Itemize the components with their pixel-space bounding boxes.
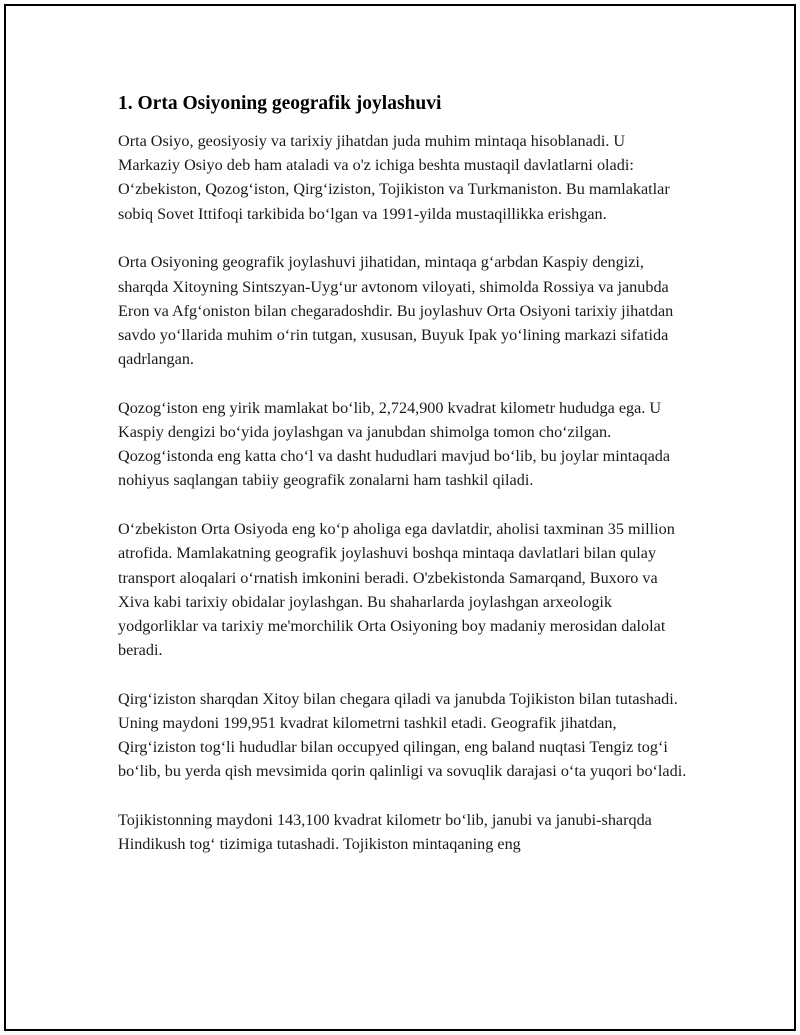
paragraph-kyrgyzstan: Qirg‘iziston sharqdan Xitoy bilan chegara qiladi va janubda Tojikiston bilan tutashadi. Uning maydoni 199,951 kvadrat kilometrni tashkil etadi. Geografik jihatdan, Qirg‘iziston tog‘li hududlar bilan occupyed qilingan, eng baland nuqtasi Tengiz tog‘i bo‘lib, bu yerda qish mevsimida qorin qalinligi va sovuqlik darajasi o‘ta yuqori bo‘ladi. (118, 689, 687, 781)
document-body (118, 92, 688, 881)
section-heading: 1. Orta Osiyoning geografik joylashuvi (118, 93, 442, 114)
paragraph-overview: Orta Osiyo, geosiyosiy va tarixiy jihatdan juda muhim mintaqa hisoblanadi. U Markaziy Osiyo deb ham ataladi va o'z ichiga beshta mustaqil davlatlarni oladi: O‘zbekiston, Qozog‘iston, Qirg‘iziston, Tojikiston va Turkmaniston. Bu mamlakatlar sobiq Sovet Ittifoqi tarkibida bo‘lgan va 1991-yilda mustaqillikka erishgan. (118, 132, 670, 223)
paragraph-kazakhstan: Qozog‘iston eng yirik mamlakat bo‘lib, 2,724,900 kvadrat kilometr hududga ega. U Kaspiy dengizi bo‘yida joylashgan va janubdan shimolga tomon cho‘zilgan. Qozog‘istonda eng katta cho‘l va dasht hududlari mavjud bo‘lib, bu joylar mintaqada nohiyus saqlangan tabiiy geografik zonalarni ham tashkil qiladi. (118, 398, 671, 490)
paragraph-tajikistan: Tojikistonning maydoni 143,100 kvadrat kilometr bo‘lib, janubi va janubi-sharqda Hindikush tog‘ tizimiga tutashadi. Tojikiston mintaqaning eng (118, 811, 652, 854)
paragraph-location: Orta Osiyoning geografik joylashuvi jihatidan, mintaqa g‘arbdan Kaspiy dengizi, sharqda Xitoyning Sintszyan-Uyg‘ur avtonom viloyati, shimolda Rossiya va janubda Eron va Afg‘oniston bilan chegaradoshdir. Bu joylashuv Orta Osiyoni tarixiy jihatdan savdo yo‘llarida muhim o‘rin tutgan, xususan, Buyuk Ipak yo‘lining markazi sifatida qadrlangan. (118, 253, 674, 369)
paragraph-uzbekistan: O‘zbekiston Orta Osiyoda eng ko‘p aholiga ega davlatdir, aholisi taxminan 35 million atrofida. Mamlakatning geografik joylashuvi boshqa mintaqa davlatlari bilan qulay transport aloqalari o‘rnatish imkonini beradi. O'zbekistonda Samarqand, Buxoro va Xiva kabi tarixiy obidalar joylashgan. Bu shaharlarda joylashgan arxeologik yodgorliklar va tarixiy me'morchilik Orta Osiyoning boy madaniy merosidan dalolat beradi. (118, 520, 675, 660)
